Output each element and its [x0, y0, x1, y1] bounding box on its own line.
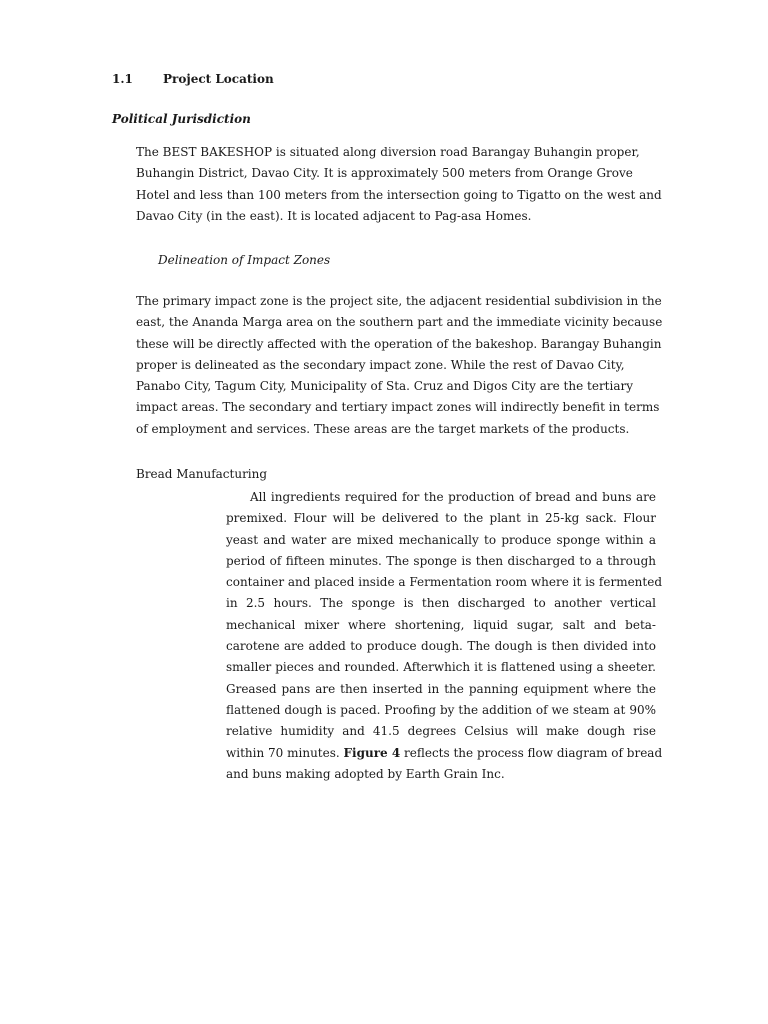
paragraph-line: and buns making adopted by Earth Grain Inc.: [226, 766, 505, 781]
impact-zones-paragraph: [136, 291, 663, 440]
line-text: within 70 minutes.: [226, 745, 344, 760]
section-title: Project Location: [163, 72, 274, 86]
paragraph-line: in 2.5 hours. The sponge is then discharged to another vertical: [226, 596, 656, 611]
political-jurisdiction-heading: Political Jurisdiction: [112, 112, 251, 126]
paragraph-line: proper is delineated as the secondary impact zone. While the rest of Davao City,: [136, 357, 625, 372]
paragraph-line: mechanical mixer where shortening, liquid sugar, salt and beta-: [226, 617, 656, 632]
figure-reference: Figure 4: [343, 745, 401, 760]
paragraph-line: The BEST BAKESHOP is situated along diversion road Barangay Buhangin proper,: [136, 145, 640, 159]
paragraph-line: relative humidity and 41.5 degrees Celsius will make dough rise: [226, 724, 656, 739]
bread-manufacturing-heading: Bread Manufacturing: [136, 467, 268, 481]
paragraph-line: All ingredients required for the production of bread and buns are: [250, 490, 656, 504]
paragraph-line: Greased pans are then inserted in the panning equipment where the: [226, 681, 656, 696]
paragraph-line: yeast and water are mixed mechanically to produce sponge within a: [226, 532, 656, 547]
paragraph-line: flattened dough is paced. Proofing by the addition of we steam at 90%: [226, 702, 656, 717]
bread-manufacturing-paragraph: [226, 487, 663, 785]
paragraph-line: Panabo City, Tagum City, Municipality of Sta. Cruz and Digos City are the tertiary: [136, 379, 634, 394]
paragraph-line: premixed. Flour will be delivered to the plant in 25-kg sack. Flour: [226, 511, 656, 526]
paragraph-line: these will be directly affected with the operation of the bakeshop. Barangay Buhangin: [136, 336, 662, 351]
section-heading: [112, 72, 274, 86]
paragraph-line: Buhangin District, Davao City. It is approximately 500 meters from Orange Grove: [136, 166, 633, 181]
paragraph-line: east, the Ananda Marga area on the southern part and the immediate vicinity because: [136, 315, 663, 330]
political-jurisdiction-paragraph: [136, 142, 662, 227]
section-number: 1.1: [112, 72, 133, 86]
paragraph-line: The primary impact zone is the project site, the adjacent residential subdivision in the: [136, 294, 662, 308]
paragraph-line-figure-ref: [226, 743, 663, 764]
delineation-heading: Delineation of Impact Zones: [158, 253, 331, 267]
paragraph-line: impact areas. The secondary and tertiary impact zones will indirectly benefit in terms: [136, 400, 660, 415]
paragraph-line: Hotel and less than 100 meters from the intersection going to Tigatto on the west and: [136, 187, 662, 202]
paragraph-line: period of fifteen minutes. The sponge is then discharged to a through: [226, 553, 656, 568]
paragraph-line: container and placed inside a Fermentation room where it is fermented: [226, 575, 663, 590]
paragraph-line: Davao City (in the east). It is located adjacent to Pag-asa Homes.: [136, 208, 532, 223]
paragraph-line: smaller pieces and rounded. Afterwhich it is flattened using a sheeter.: [226, 660, 656, 675]
line-text: reflects the process flow diagram of bread: [400, 745, 663, 760]
paragraph-line: of employment and services. These areas are the target markets of the products.: [136, 421, 630, 436]
paragraph-line: carotene are added to produce dough. The dough is then divided into: [226, 639, 656, 654]
